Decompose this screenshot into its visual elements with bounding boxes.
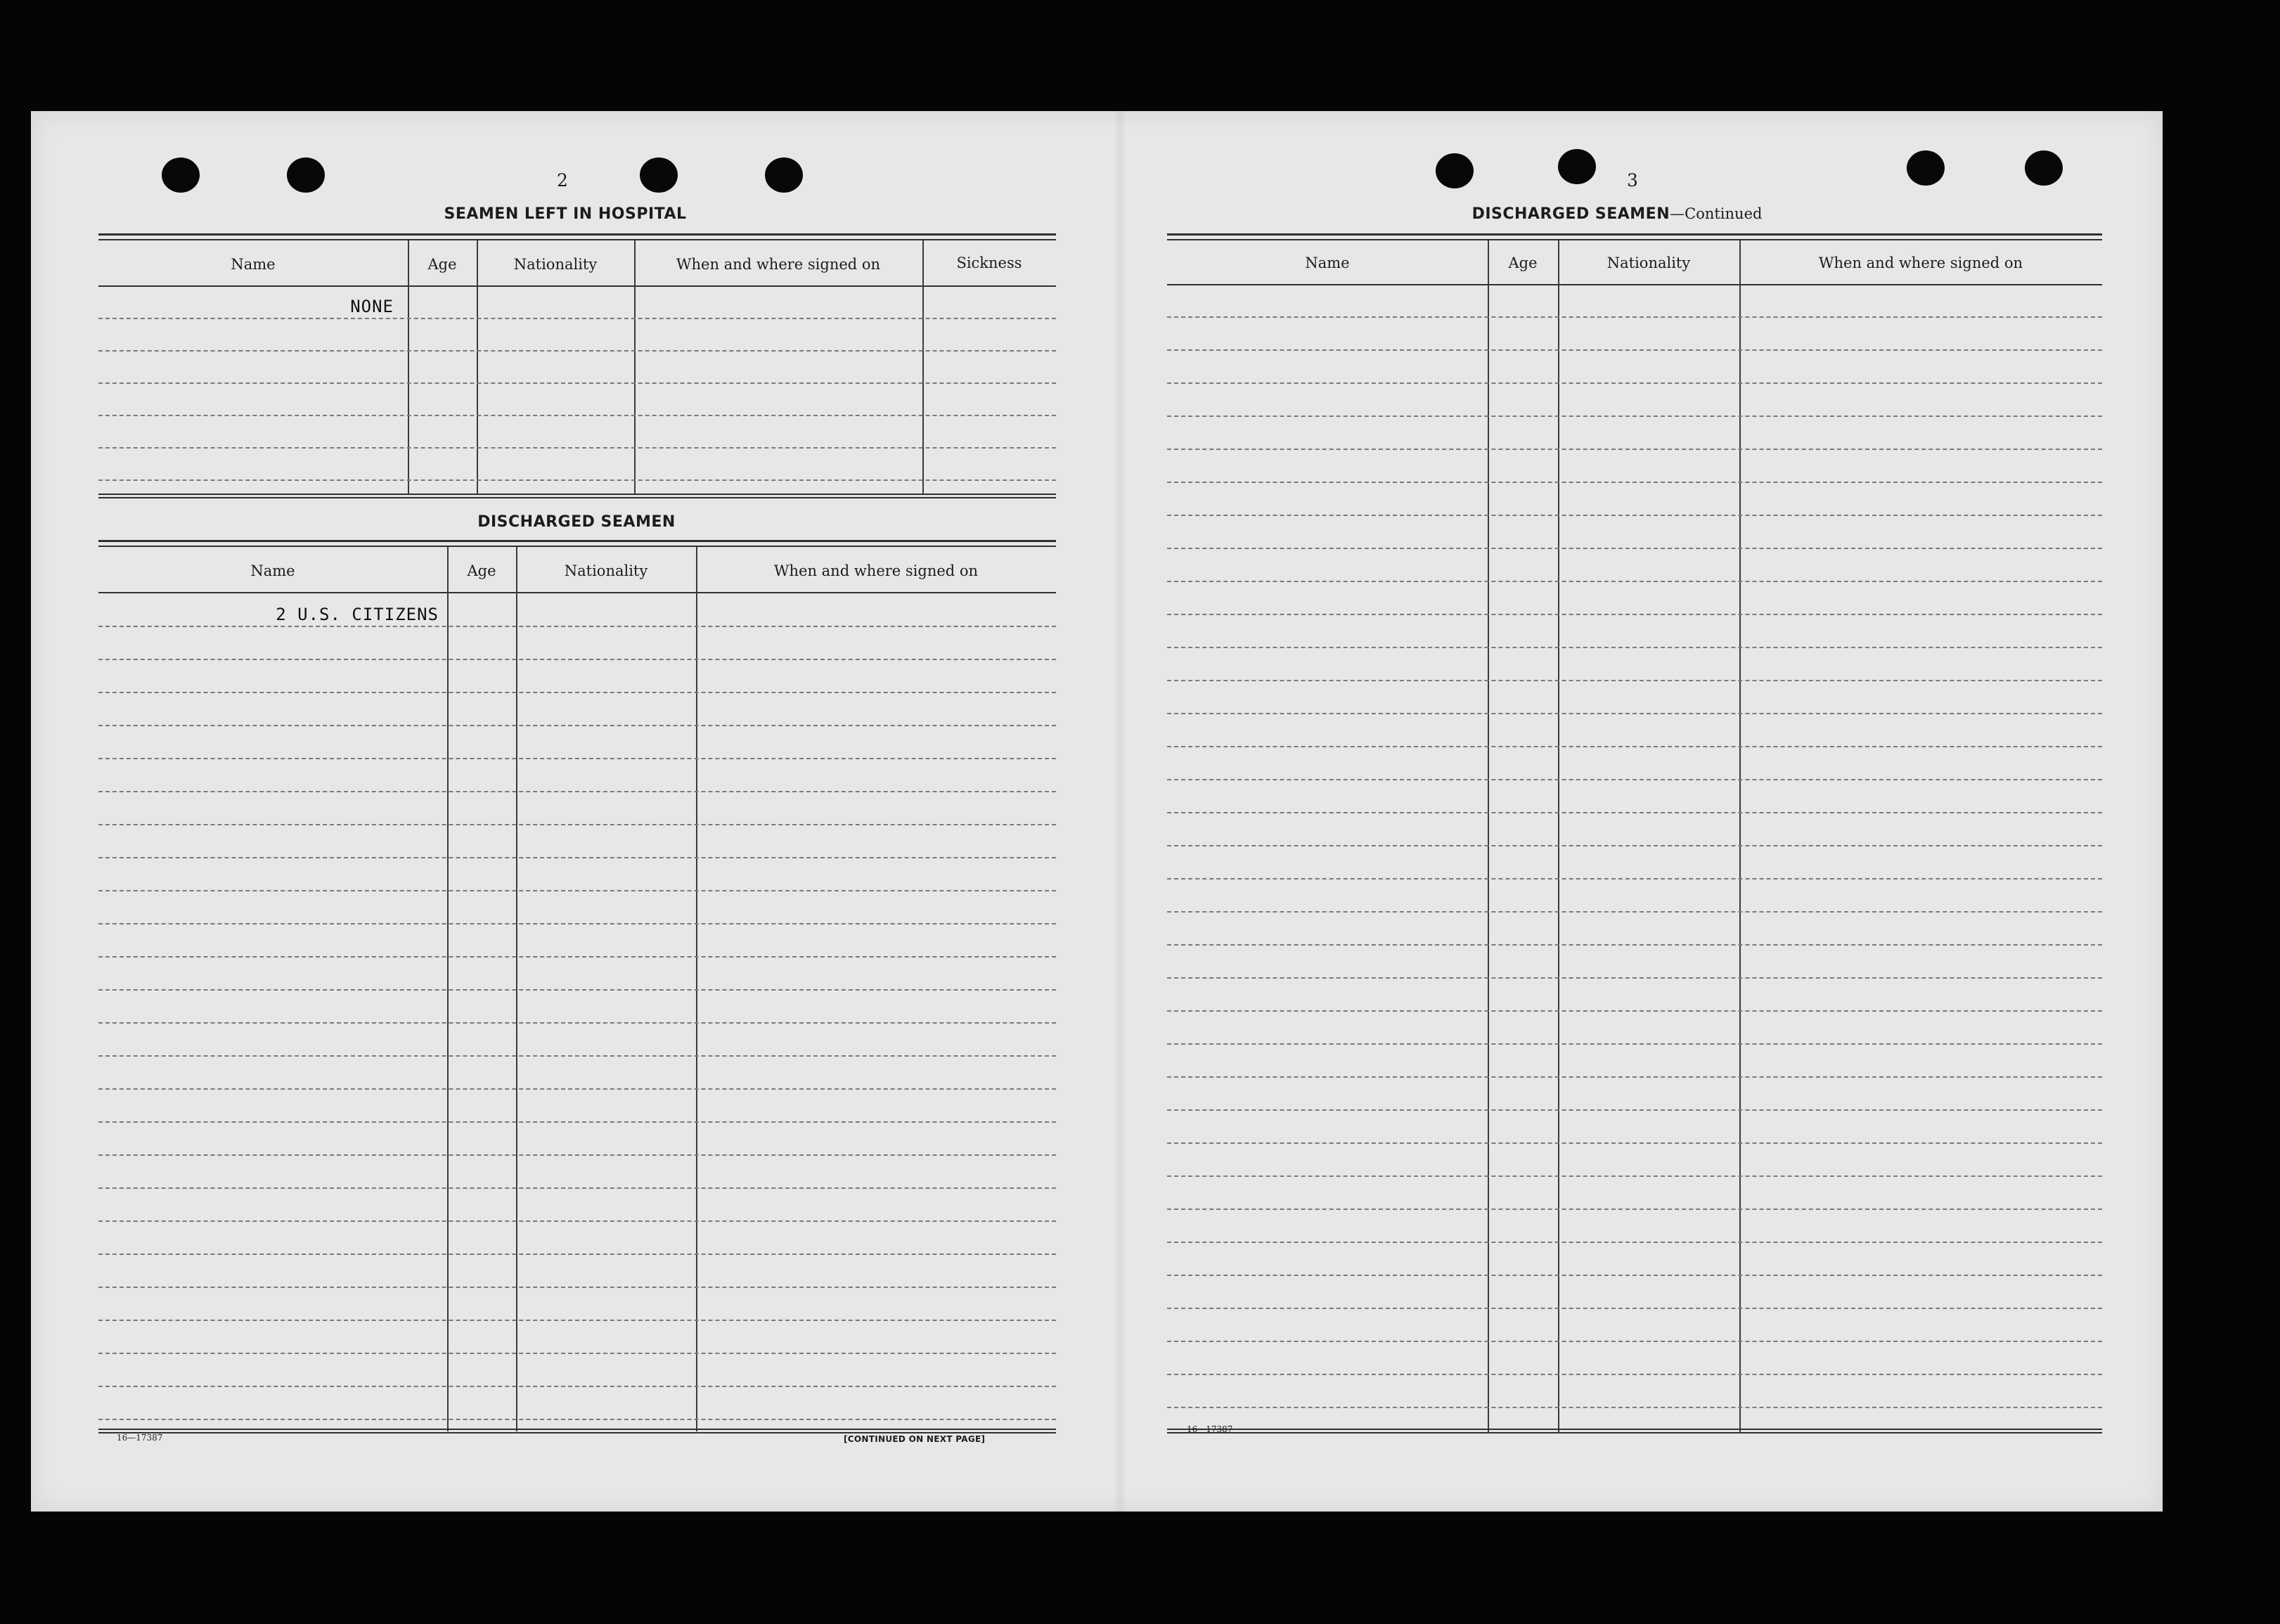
table-row — [98, 447, 1056, 449]
table-row — [98, 1121, 1056, 1123]
table-row — [1167, 548, 2102, 549]
column-header-name: Name — [1305, 254, 1350, 271]
table-row — [1167, 1175, 2102, 1177]
column-header-sickness: Sickness — [956, 254, 1022, 271]
table-row — [98, 1055, 1056, 1057]
form-code-right: 16—17387 — [1187, 1424, 1233, 1434]
punch-hole — [765, 157, 803, 193]
table-bottom-rule — [1167, 1429, 2102, 1433]
table-row — [98, 659, 1056, 660]
header-divider — [98, 285, 1056, 287]
table-row — [1167, 382, 2102, 384]
table-row — [98, 350, 1056, 352]
column-header-name: Name — [250, 562, 295, 579]
table-row — [98, 1353, 1056, 1354]
table-row — [98, 1154, 1056, 1156]
right-discharged-title — [1472, 205, 1763, 223]
table-row — [1167, 878, 2102, 879]
table-row — [98, 382, 1056, 384]
table-row — [98, 1088, 1056, 1090]
table-top-rule — [1167, 233, 2102, 240]
table-row — [98, 1254, 1056, 1255]
table-row — [1167, 1076, 2102, 1078]
table-row — [98, 626, 1056, 627]
column-header-signed-on: When and where signed on — [676, 256, 881, 273]
left-page-number: 2 — [557, 170, 568, 191]
column-header-age: Age — [467, 562, 496, 579]
column-header-nationality: Nationality — [564, 562, 648, 579]
table-row — [1167, 1275, 2102, 1276]
table-row — [98, 989, 1056, 991]
table-row — [98, 1287, 1056, 1288]
table-row — [1167, 812, 2102, 813]
right-title-main: DISCHARGED SEAMEN — [1471, 205, 1670, 223]
form-code-left: 16—17387 — [117, 1433, 163, 1443]
table-row — [1167, 1242, 2102, 1243]
discharged-name-entry: 2 U.S. CITIZENS — [276, 605, 439, 624]
form-sheet — [31, 111, 2163, 1512]
column-divider — [477, 240, 478, 495]
table-row — [1167, 647, 2102, 648]
table-row — [98, 791, 1056, 792]
table-row — [1167, 680, 2102, 681]
table-row — [98, 415, 1056, 416]
punch-hole — [287, 157, 325, 193]
table-row — [1167, 581, 2102, 582]
table-row — [1167, 1142, 2102, 1144]
table-row — [1167, 977, 2102, 979]
column-header-signed-on: When and where signed on — [773, 562, 979, 579]
header-divider — [98, 592, 1056, 593]
table-row — [1167, 349, 2102, 351]
table-row — [98, 956, 1056, 958]
column-header-name: Name — [231, 256, 276, 273]
table-row — [98, 725, 1056, 726]
table-top-rule — [98, 540, 1056, 547]
table-row — [98, 758, 1056, 759]
column-divider — [1488, 240, 1489, 1433]
discharged-title: DISCHARGED SEAMEN — [477, 513, 676, 531]
punch-hole — [1436, 153, 1474, 188]
discharged-table — [98, 540, 1056, 1538]
table-top-rule — [98, 233, 1056, 240]
column-header-nationality: Nationality — [513, 256, 598, 273]
right-title-suffix: —Continued — [1670, 205, 1763, 222]
table-row — [1167, 1043, 2102, 1045]
table-row — [1167, 911, 2102, 913]
hospital-title: SEAMEN LEFT IN HOSPITAL — [444, 205, 687, 223]
header-divider — [1167, 284, 2102, 285]
table-row — [1167, 746, 2102, 747]
table-row — [1167, 614, 2102, 615]
table-row — [1167, 316, 2102, 318]
table-row — [98, 923, 1056, 924]
punch-hole — [162, 157, 200, 193]
right-page-number: 3 — [1627, 170, 1638, 191]
table-row — [1167, 779, 2102, 780]
table-row — [1167, 1341, 2102, 1342]
table-row — [98, 479, 1056, 481]
table-row — [98, 318, 1056, 319]
table-row — [98, 857, 1056, 858]
punch-hole — [1907, 150, 1945, 186]
column-divider — [1739, 240, 1741, 1433]
column-divider — [408, 240, 409, 495]
column-divider — [922, 240, 924, 495]
table-row — [1167, 1407, 2102, 1408]
table-row — [1167, 449, 2102, 450]
table-row — [1167, 845, 2102, 846]
page-fold — [1114, 111, 1126, 1512]
column-divider — [1558, 240, 1559, 1433]
discharged-continued-table — [1167, 233, 2102, 1429]
continued-note: [CONTINUED ON NEXT PAGE] — [844, 1434, 986, 1444]
table-row — [98, 1220, 1056, 1222]
table-row — [98, 1419, 1056, 1420]
table-row — [1167, 515, 2102, 516]
table-row — [98, 824, 1056, 825]
table-row — [98, 692, 1056, 693]
column-header-age: Age — [1508, 254, 1538, 271]
table-row — [98, 1187, 1056, 1189]
table-row — [1167, 1374, 2102, 1375]
table-row — [1167, 713, 2102, 714]
column-header-signed-on: When and where signed on — [1818, 254, 2023, 271]
hospital-name-entry: NONE — [350, 297, 394, 316]
punch-hole — [640, 157, 678, 193]
table-row — [1167, 944, 2102, 946]
punch-hole — [2025, 150, 2063, 186]
table-row — [1167, 1109, 2102, 1111]
table-row — [98, 890, 1056, 891]
table-row — [1167, 482, 2102, 483]
column-header-nationality: Nationality — [1606, 254, 1691, 271]
table-row — [1167, 415, 2102, 417]
table-bottom-rule — [98, 1429, 1056, 1433]
table-row — [1167, 1010, 2102, 1012]
table-bottom-rule — [98, 494, 1056, 498]
column-header-age: Age — [427, 256, 457, 273]
table-row — [98, 1386, 1056, 1387]
table-row — [1167, 1308, 2102, 1309]
table-row — [98, 1022, 1056, 1024]
table-row — [1167, 1209, 2102, 1210]
table-row — [98, 1320, 1056, 1321]
column-divider — [634, 240, 636, 495]
punch-hole — [1558, 149, 1596, 184]
